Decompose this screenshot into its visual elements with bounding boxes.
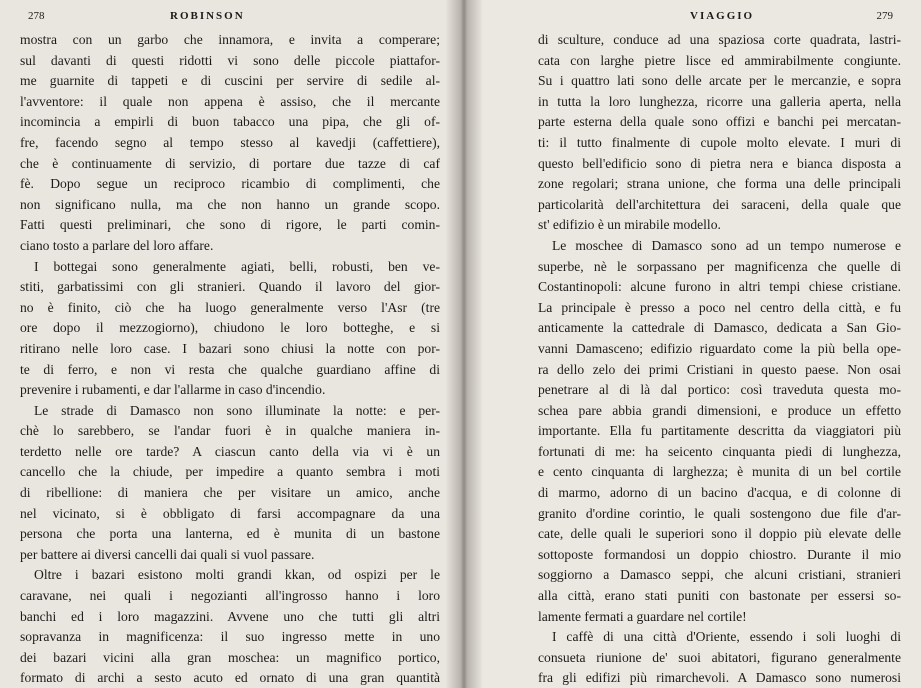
text-line: lamente fermati a guardare nel cortile! xyxy=(538,608,747,624)
text-line: fortunati di me: ha seicento cinquanta piedi di lunghezza, xyxy=(538,443,901,459)
text-line: formato di archi a sesto acuto ed ornato di una gran quantità xyxy=(20,670,440,686)
text-line: ra dello zelo dei primi Cristiani in questo paese. Non osai xyxy=(538,361,901,377)
text-line: nel vicinato, si è obbligato di farsi accompagnare da una xyxy=(20,505,440,521)
text-line: I bottegai sono generalmente agiati, belli, robusti, ben ve- xyxy=(34,258,440,274)
book-gutter xyxy=(446,0,482,688)
text-line: alla città, erano stati puniti con bastonate per essersi so- xyxy=(538,588,901,604)
text-line: banchi ed i loro magazzini. Avvene uno che tutti gli altri xyxy=(20,608,440,624)
left-page-number: 278 xyxy=(28,10,45,22)
text-line: in tutta la loro lunghezza, ricorre una galleria aperta, nella xyxy=(538,93,901,109)
text-line: stiti, garbatissimi con gli stranieri. Quando il lavoro del gior- xyxy=(20,279,440,295)
text-line: sopravanza in magnificenza: il suo ingresso mette in uno xyxy=(20,629,440,645)
text-line: questo bell'edificio sono di pietra nera e bianca disposta a xyxy=(538,155,901,171)
text-line: ritirano nelle loro case. I bazari sono chiusi la notte con por- xyxy=(20,340,440,356)
text-line: fè. Dopo segue un reciproco ricambio di complimenti, che xyxy=(20,176,440,192)
text-line: di ribellione: di maniera che per visitare un amico, anche xyxy=(20,485,440,501)
text-line: ore dopo il mezzogiorno), chiudono le loro botteghe, e si xyxy=(20,320,440,336)
text-line: non significano nulla, ma che non hanno un grande scopo. xyxy=(20,196,440,212)
text-line: fre, facendo segno al tempo stesso al kavedji (caffettiere), xyxy=(20,134,440,150)
text-line: sul davanti di questi ridotti vi sono delle piccole piattafor- xyxy=(20,52,440,68)
text-line: zone regolari; strana unione, che forma una delle principali xyxy=(538,176,901,192)
text-line: persona che porta una lanterna, ed è munita di un bastone xyxy=(20,526,440,542)
text-line: terdetto nelle ore tarde? A ciascun canto della via vi è un xyxy=(20,443,440,459)
text-line: dei bazari vicini alla gran moschea: un magnifico portico, xyxy=(20,649,440,665)
right-running-title: VIAGGIO xyxy=(690,10,755,22)
text-line: penetrare al di là dal portico: così traveduta questa mo- xyxy=(538,382,901,398)
text-line: I caffè di una città d'Oriente, essendo i soli luoghi di xyxy=(552,629,901,645)
text-line: prevenire i rubamenti, e dar l'allarme in caso d'incendio. xyxy=(20,382,326,398)
text-line: caravane, nei quali i negozianti all'ingrosso hanno i loro xyxy=(20,588,440,604)
text-line: per battere ai diversi cancelli dai quali si vuol passare. xyxy=(20,546,315,562)
text-line: l'avventore: il quale non appena è assiso, che il mercante xyxy=(20,93,440,109)
text-line: chè lo sarebbero, se l'andar fuori è in qualche maniera in- xyxy=(20,423,440,439)
text-line: e cento cinquanta di larghezza; è munita di un bel cortile xyxy=(538,464,901,480)
text-line: che è continuamente di servizio, di portare due tazze di caf xyxy=(20,155,440,171)
text-line: incomincia a empirli di buon tabacco una pipa, che gli of- xyxy=(20,114,440,130)
text-line: sottoposte formandosi un doppio chiostro. Durante il mio xyxy=(538,546,901,562)
text-line: Fatti questi preliminari, che sono di rigore, le parti comin- xyxy=(20,217,440,233)
text-line: di sculture, conduce ad una spaziosa corte quadrata, lastri- xyxy=(538,32,901,47)
text-line: fra gli edifizi più rimarchevoli. A Damasco sono numerosi xyxy=(538,670,901,686)
left-page-header xyxy=(20,8,440,26)
text-line: importante. Ella fu partitamente descritta da viaggiatori più xyxy=(538,423,901,439)
left-running-title: ROBINSON xyxy=(170,10,245,22)
right-page-header xyxy=(538,8,901,26)
text-line: consueta riunione de' suoi abitatori, figurano generalmente xyxy=(538,649,901,665)
text-line: vanni Damasceno; edifizio riguardato come la più bella ope- xyxy=(538,340,901,356)
right-page-body xyxy=(538,30,901,688)
text-line: Costantinopoli: alcune furono in altri tempi chiese cristiane. xyxy=(538,279,901,295)
text-line: Su i quattro lati sono delle arcate per le mercanzie, e sopra xyxy=(538,73,901,89)
text-line: anticamente la cattedrale di Damasco, dedicata a San Gio- xyxy=(538,320,901,336)
text-line: particolarità dell'architettura dei saraceni, della quale que xyxy=(538,196,901,212)
text-line: ti: il tutto finalmente di cupole molto elevate. I muri di xyxy=(538,134,901,150)
text-line: Le strade di Damasco non sono illuminate la notte: e per- xyxy=(34,402,440,418)
text-line: La principale è presso a poco nel centro della città, e fu xyxy=(538,299,901,315)
text-line: superbe, nè le sorpassano per magnificenza che quelle di xyxy=(538,258,901,274)
text-line: schea pare abbia grandi dimensioni, e produce un effetto xyxy=(538,402,901,418)
text-line: no è finito, ciò che ha luogo generalmente verso l'Asr (tre xyxy=(20,299,440,315)
text-line: soggiorno a Damasco seppi, che alcuni cristiani, stranieri xyxy=(538,567,901,583)
text-line: Le moschee di Damasco sono ad un tempo numerose e xyxy=(552,237,901,253)
right-page-number: 279 xyxy=(876,10,893,22)
text-line: st' edifizio è un mirabile modello. xyxy=(538,217,721,233)
text-line: te di ferro, e non vi resta che qualche guardiano affine di xyxy=(20,361,440,377)
text-line: cancello che la chiude, per impedire a quanto sembra i moti xyxy=(20,464,440,480)
text-line: ciano tosto a parlare del loro affare. xyxy=(20,237,214,253)
text-line: Oltre i bazari esistono molti grandi kkan, od ospizi per le xyxy=(34,567,440,583)
right-page xyxy=(468,0,921,688)
text-line: di marmo, adorno di un bacino d'acqua, e di colonne di xyxy=(538,485,901,501)
text-line: me guarnite di tappeti e di cuscini per servire di sedile al- xyxy=(20,73,440,89)
text-line: parte esterna della quale sono offizi e banchi pei mercatan- xyxy=(538,114,901,130)
left-page-body xyxy=(20,30,440,688)
text-line: mostra con un garbo che innamora, e invita a comperare; xyxy=(20,32,440,47)
text-line: cata con larghe pietre lisce ed ammirabilmente congiunte. xyxy=(538,52,901,68)
text-line: cate, delle quali le superiori sono il doppio più elevate delle xyxy=(538,526,901,542)
text-line: granito d'ordine corintio, le quali sostengono due file d'ar- xyxy=(538,505,901,521)
